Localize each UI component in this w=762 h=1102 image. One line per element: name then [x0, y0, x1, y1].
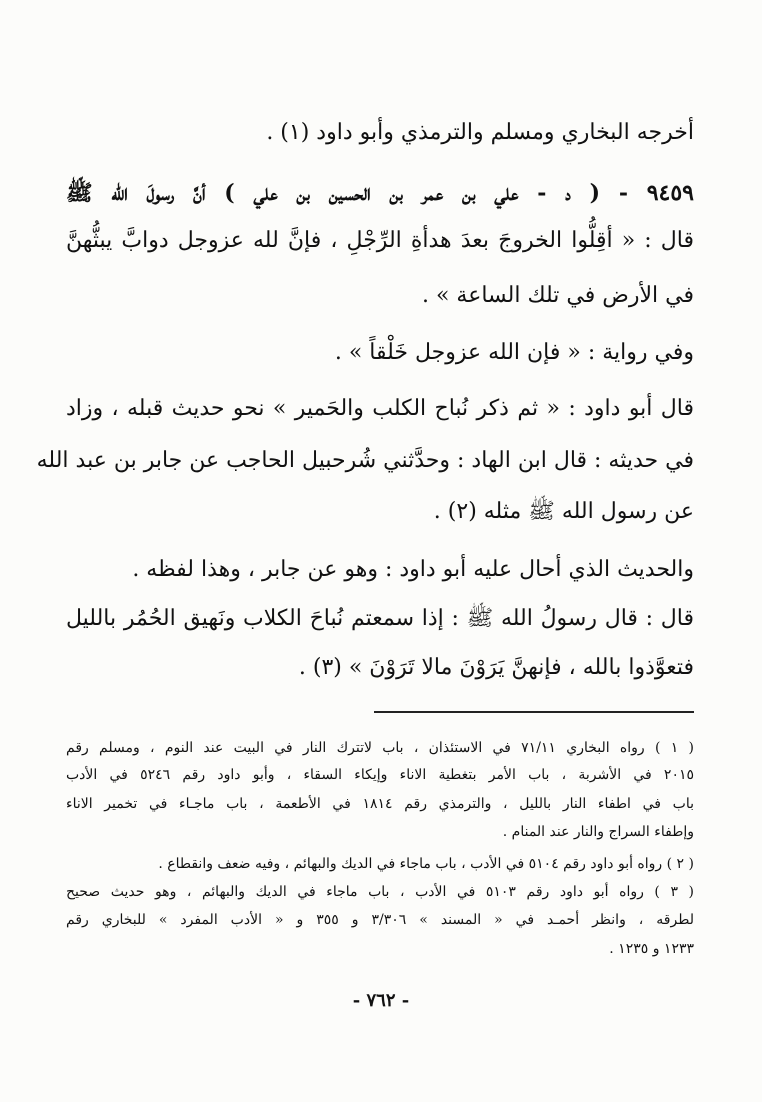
footnote-line-7: لطرقه ، وانظر أحمـد في « المسند » ٣/٣٠٦ و ٣٥٥ و « الأدب المفرد » للبخاري رقم — [66, 912, 694, 928]
text-line-5: وفي رواية : « فإن الله عزوجل خَلْقاً » . — [334, 340, 694, 365]
footnote-line-1: ( ١ ) رواه البخاري ٧١/١١ في الاستئذان ، باب لاتترك النار في البيت عند النوم ، ومسلم رقم — [66, 740, 694, 756]
text-line-6: قال أبو داود : « ثم ذكر نُباح الكلب والحَمير » نحو حديث قبله ، وزاد — [66, 396, 694, 421]
footnote-line-5: ( ٢ ) رواه أبو داود رقم ٥١٠٤ في الأدب ، باب ماجاء في الديك والبهائم ، وفيه ضعف وانقطاع . — [158, 856, 694, 872]
text-line-9: والحديث الذي أحال عليه أبو داود : وهو عن جابر ، وهذا لفظه . — [132, 557, 694, 582]
footnote-line-8: ١٢٣٣ و ١٢٣٥ . — [609, 941, 694, 957]
footnote-line-3: باب في اطفاء النار بالليل ، والترمذي رقم ١٨١٤ في الأطعمة ، باب ماجـاء في تخمير الاناء — [66, 796, 694, 812]
text-line-7: في حديثه : قال ابن الهاد : وحدَّثني شُرحبيل الحاجب عن جابر بن عبد الله — [36, 448, 694, 473]
footnote-line-6: ( ٣ ) رواه أبو داود رقم ٥١٠٣ في الأدب ، باب ماجاء في الديك والبهائم ، وهو حديث صحيح — [66, 884, 694, 900]
page-number: - ٧٦٢ - — [352, 990, 410, 1011]
footnote-line-2: ٢٠١٥ في الأشربة ، باب الأمر بتغطية الاناء وإيكاء السقاء ، وأبو داود رقم ٥٢٤٦ في الأدب — [66, 767, 694, 783]
text-line-1: أخرجه البخاري ومسلم والترمذي وأبو داود (١) . — [266, 120, 694, 145]
footnote-line-4: وإطفاء السراج والنار عند المنام . — [502, 824, 694, 840]
text-line-4: في الأرض في تلك الساعة » . — [421, 283, 694, 308]
text-line-10: قال : قال رسولُ الله ﷺ : إذا سمعتم نُباحَ الكلاب ونَهيق الحُمُر بالليل — [66, 606, 694, 631]
text-line-11: فتعوَّذوا بالله ، فإنهنَّ يَرَوْنَ مالا تَرَوْنَ » (٣) . — [298, 655, 694, 680]
footnote-separator — [374, 711, 694, 713]
text-line-3: قال : « أقِلُّوا الخروجَ بعدَ هدأةِ الرِّجْلِ ، فإنَّ لله عزوجل دوابَّ يبثُّهنَّ — [66, 228, 694, 253]
hadith-number-line: ٩٤٥٩ - ( د - علي بن عمر بن الحسين بن علي ) أنَّ رسولَ الله ﷺ — [66, 180, 694, 206]
text-line-8: عن رسول الله ﷺ مثله (٢) . — [433, 499, 694, 524]
